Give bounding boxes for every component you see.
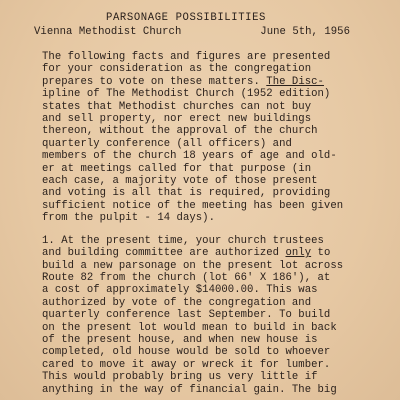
spacer [42, 225, 380, 235]
text-fragment: prepares to vote on these matters. [42, 75, 260, 88]
text-line: each case, a majority vote of those present [42, 175, 318, 188]
text-line: on the present lot would mean to build in back [42, 321, 337, 334]
text-line [42, 76, 380, 88]
text-line: thereon, without the approval of the church [42, 125, 318, 138]
church-name: Vienna Methodist Church [34, 26, 182, 38]
text-line: and sell property, nor erect new buildings [42, 113, 312, 126]
text-line: ipline of The Methodist Church (1952 edition) [42, 88, 331, 101]
text-line: a cost of approximately $14000.00. This was [42, 284, 318, 297]
document-date: June 5th, 1956 [260, 26, 350, 38]
text-line [42, 247, 380, 259]
underlined-text: only [285, 247, 312, 260]
text-line: authorized by vote of the congregation and [42, 296, 312, 309]
text-line: cared to move it away or wreck it for lumber. [42, 358, 331, 371]
spacer [42, 38, 380, 51]
document-title: PARSONAGE POSSIBILITIES [106, 12, 267, 24]
text-line: Route 82 from the church (lot 66' X 186'), at [42, 271, 331, 284]
text-fragment: and building committee are authorized [42, 247, 286, 260]
document-subtitle [34, 26, 350, 38]
text-line: of the present house, and when new house is [42, 333, 318, 346]
text-line: This would probably bring us very little if [42, 371, 318, 384]
text-line: quarterly conference last September. To build [42, 309, 331, 322]
text-line: sufficient notice of the meeting has been given [42, 199, 344, 212]
text-line: build a new parsonage on the present lot across [42, 259, 344, 272]
text-line: and voting is all that is required, providing [42, 187, 331, 200]
text-line: completed, old house would be sold to whoever [42, 346, 331, 359]
text-line: for your consideration as the congregation [42, 63, 312, 76]
text-line: The following facts and figures are presented [42, 51, 331, 63]
underlined-text: The Disc- [266, 75, 324, 88]
intro-paragraph [42, 51, 380, 225]
text-line: states that Methodist churches can not buy [42, 100, 312, 113]
point-1-paragraph [42, 235, 380, 396]
text-line: from the pulpit - 14 days). [42, 212, 215, 225]
text-line: er at meetings called for that purpose (in [42, 162, 312, 175]
text-line: members of the church 18 years of age and old- [42, 150, 337, 163]
text-line: quarterly conference (all officers) and [42, 137, 292, 150]
text-fragment: to [311, 247, 331, 260]
typed-letter [34, 12, 380, 396]
text-line: anything in the way of financial gain. The big [42, 383, 337, 396]
text-line: 1. At the present time, your church trustees [42, 234, 324, 247]
